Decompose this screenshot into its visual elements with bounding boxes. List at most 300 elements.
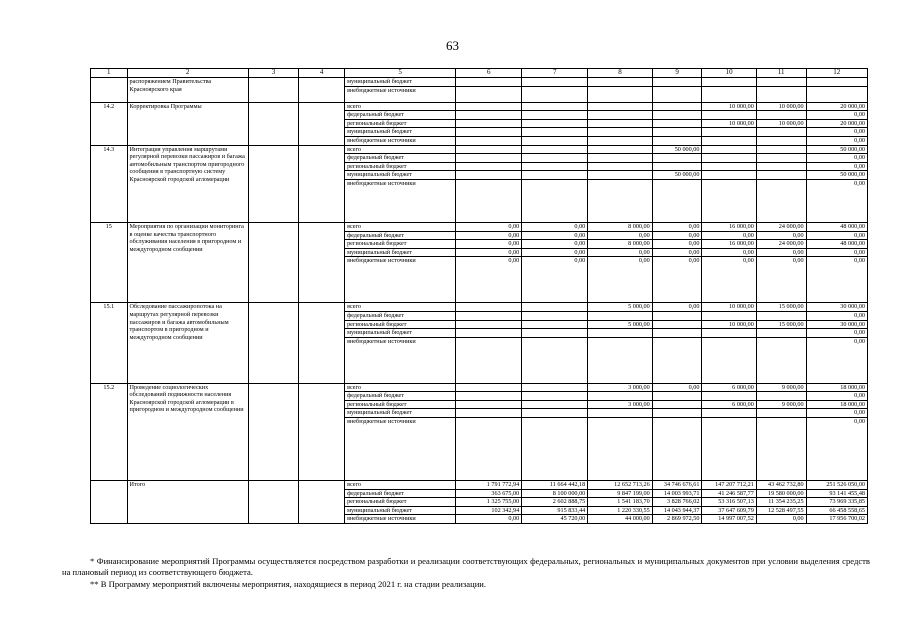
amount-cell: 1 220 330,55 [588, 506, 652, 515]
amount-cell: 14 997 007,52 [702, 515, 756, 524]
amount-cell: 30 000,00 [806, 303, 867, 312]
amount-cell: 1 325 755,00 [456, 498, 522, 507]
amount-cell [702, 392, 756, 401]
amount-cell: 41 246 587,77 [702, 489, 756, 498]
table-row [91, 303, 868, 312]
amount-cell: 5 000,00 [588, 320, 652, 329]
amount-cell: 3 828 766,02 [652, 498, 702, 507]
amount-cell: 0,00 [522, 248, 588, 257]
amount-cell: 8 000,00 [588, 222, 652, 231]
empty-cell [299, 303, 345, 383]
amount-cell: 3 000,00 [588, 400, 652, 409]
amount-cell [588, 78, 652, 87]
amount-cell [702, 154, 756, 163]
funding-source: муниципальный бюджет [345, 128, 456, 137]
amount-cell [702, 78, 756, 87]
amount-cell: 14 003 993,71 [652, 489, 702, 498]
amount-cell: 363 675,00 [456, 489, 522, 498]
funding-source: всего [345, 145, 456, 154]
amount-cell: 12 528 497,55 [756, 506, 806, 515]
table-row [91, 78, 868, 87]
amount-cell [652, 418, 702, 481]
amount-cell [756, 86, 806, 102]
amount-cell: 0,00 [652, 240, 702, 249]
column-header: 1 [91, 69, 128, 78]
amount-cell [522, 154, 588, 163]
amount-cell: 0,00 [588, 248, 652, 257]
amount-cell [652, 162, 702, 171]
amount-cell: 15 000,00 [756, 303, 806, 312]
funding-source: муниципальный бюджет [345, 78, 456, 87]
amount-cell [588, 162, 652, 171]
amount-cell [588, 102, 652, 111]
table-row [91, 102, 868, 111]
amount-cell: 44 000,00 [588, 515, 652, 524]
item-number: 14.3 [91, 145, 128, 222]
amount-cell [702, 409, 756, 418]
amount-cell: 73 969 335,85 [806, 498, 867, 507]
amount-cell [522, 392, 588, 401]
amount-cell [756, 128, 806, 137]
empty-cell [248, 145, 299, 222]
amount-cell [652, 119, 702, 128]
funding-source: федеральный бюджет [345, 311, 456, 320]
amount-cell [522, 179, 588, 222]
amount-cell [456, 162, 522, 171]
empty-cell [248, 78, 299, 103]
amount-cell: 10 000,00 [756, 119, 806, 128]
amount-cell: 6 000,00 [702, 400, 756, 409]
amount-cell [456, 383, 522, 392]
amount-cell: 10 000,00 [702, 320, 756, 329]
amount-cell: 0,00 [456, 248, 522, 257]
item-name: Итого [127, 481, 248, 524]
amount-cell [702, 145, 756, 154]
amount-cell: 0,00 [588, 231, 652, 240]
amount-cell: 53 316 507,13 [702, 498, 756, 507]
amount-cell: 10 000,00 [702, 119, 756, 128]
amount-cell: 0,00 [756, 257, 806, 303]
amount-cell [456, 303, 522, 312]
amount-cell: 0,00 [806, 179, 867, 222]
amount-cell: 0,00 [588, 257, 652, 303]
amount-cell [522, 119, 588, 128]
item-number: 15.1 [91, 303, 128, 383]
amount-cell: 2 602 888,75 [522, 498, 588, 507]
funding-source: всего [345, 102, 456, 111]
amount-cell: 12 652 713,26 [588, 481, 652, 490]
page-number: 63 [446, 38, 459, 53]
amount-cell: 147 207 712,21 [702, 481, 756, 490]
amount-cell: 1 541 183,70 [588, 498, 652, 507]
item-number [91, 481, 128, 524]
footnote-financing: * Финансирование мероприятий Программы осуществляется посредством разработки и реализации соответствующих федеральных, региональных и муниципальных документов при условии выделения средств на плановый период из соответствующего бюджета. [62, 556, 870, 577]
amount-cell [806, 78, 867, 87]
amount-cell [456, 392, 522, 401]
amount-cell [522, 86, 588, 102]
item-number: 15.2 [91, 383, 128, 480]
amount-cell [652, 392, 702, 401]
amount-cell [456, 311, 522, 320]
amount-cell: 0,00 [756, 515, 806, 524]
amount-cell [652, 179, 702, 222]
amount-cell [588, 128, 652, 137]
funding-source: всего [345, 222, 456, 231]
amount-cell: 48 000,00 [806, 222, 867, 231]
amount-cell [456, 337, 522, 383]
amount-cell [456, 320, 522, 329]
amount-cell: 48 000,00 [806, 240, 867, 249]
amount-cell: 37 647 609,79 [702, 506, 756, 515]
amount-cell [806, 86, 867, 102]
amount-cell: 18 000,00 [806, 383, 867, 392]
amount-cell: 0,00 [806, 162, 867, 171]
item-name: Интеграция управления маршрутами регулярной перевозки пассажиров и багажа автомобильным транспортом пригородного сообщения в транспортную систему Красноярской городской агломерации [127, 145, 248, 222]
amount-cell: 24 000,00 [756, 240, 806, 249]
empty-cell [248, 383, 299, 480]
funding-source: внебюджетные источники [345, 257, 456, 303]
amount-cell: 34 746 676,61 [652, 481, 702, 490]
amount-cell: 0,00 [806, 409, 867, 418]
item-number: 14.2 [91, 102, 128, 145]
amount-cell: 11 664 442,18 [522, 481, 588, 490]
amount-cell [702, 337, 756, 383]
amount-cell: 0,00 [652, 257, 702, 303]
funding-source: всего [345, 383, 456, 392]
amount-cell: 0,00 [806, 111, 867, 120]
amount-cell: 50 000,00 [806, 171, 867, 180]
amount-cell: 19 580 000,00 [756, 489, 806, 498]
funding-source: внебюджетные источники [345, 337, 456, 383]
amount-cell [522, 171, 588, 180]
empty-cell [299, 102, 345, 145]
amount-cell: 20 000,00 [806, 102, 867, 111]
amount-cell: 0,00 [652, 248, 702, 257]
amount-cell: 9 000,00 [756, 400, 806, 409]
amount-cell [756, 337, 806, 383]
column-header: 5 [345, 69, 456, 78]
column-header: 8 [588, 69, 652, 78]
amount-cell: 50 000,00 [806, 145, 867, 154]
amount-cell [702, 418, 756, 481]
empty-cell [299, 145, 345, 222]
column-header: 11 [756, 69, 806, 78]
amount-cell [756, 171, 806, 180]
amount-cell: 18 000,00 [806, 400, 867, 409]
funding-source: региональный бюджет [345, 400, 456, 409]
amount-cell [756, 392, 806, 401]
amount-cell [702, 171, 756, 180]
amount-cell [702, 329, 756, 338]
amount-cell: 0,00 [806, 248, 867, 257]
amount-cell [456, 400, 522, 409]
amount-cell: 9 847 199,00 [588, 489, 652, 498]
empty-cell [299, 383, 345, 480]
amount-cell: 0,00 [652, 222, 702, 231]
amount-cell [588, 154, 652, 163]
amount-cell [456, 329, 522, 338]
amount-cell [588, 418, 652, 481]
amount-cell: 0,00 [806, 418, 867, 481]
funding-source: внебюджетные источники [345, 179, 456, 222]
empty-cell [299, 481, 345, 524]
empty-cell [248, 303, 299, 383]
amount-cell [702, 311, 756, 320]
amount-cell [756, 418, 806, 481]
amount-cell: 0,00 [806, 154, 867, 163]
column-header: 3 [248, 69, 299, 78]
item-name: Корректировка Программы [127, 102, 248, 145]
amount-cell [652, 329, 702, 338]
column-header: 9 [652, 69, 702, 78]
amount-cell: 16 000,00 [702, 240, 756, 249]
funding-source: федеральный бюджет [345, 111, 456, 120]
amount-cell: 0,00 [522, 240, 588, 249]
funding-source: муниципальный бюджет [345, 171, 456, 180]
amount-cell [652, 400, 702, 409]
amount-cell [522, 128, 588, 137]
amount-cell [756, 145, 806, 154]
item-number: 15 [91, 222, 128, 302]
amount-cell: 0,00 [806, 337, 867, 383]
amount-cell [456, 145, 522, 154]
amount-cell: 0,00 [806, 329, 867, 338]
amount-cell: 8 100 000,00 [522, 489, 588, 498]
funding-source: федеральный бюджет [345, 231, 456, 240]
amount-cell: 0,00 [806, 231, 867, 240]
amount-cell [588, 311, 652, 320]
amount-cell [456, 111, 522, 120]
amount-cell: 11 354 235,25 [756, 498, 806, 507]
amount-cell [522, 320, 588, 329]
amount-cell: 10 000,00 [702, 102, 756, 111]
empty-cell [299, 78, 345, 103]
amount-cell [522, 145, 588, 154]
table-row [91, 481, 868, 490]
amount-cell [652, 86, 702, 102]
footnote-activities: ** В Программу мероприятий включены мероприятия, находящиеся в период 2021 г. на стадии реализации. [90, 579, 487, 589]
amount-cell [756, 78, 806, 87]
amount-cell: 93 141 455,48 [806, 489, 867, 498]
amount-cell: 45 720,00 [522, 515, 588, 524]
amount-cell: 915 833,44 [522, 506, 588, 515]
amount-cell [456, 136, 522, 145]
funding-source: региональный бюджет [345, 119, 456, 128]
amount-cell [522, 78, 588, 87]
amount-cell: 102 342,94 [456, 506, 522, 515]
amount-cell: 10 000,00 [702, 303, 756, 312]
table-row [91, 383, 868, 392]
funding-source: региональный бюджет [345, 162, 456, 171]
funding-source: муниципальный бюджет [345, 248, 456, 257]
amount-cell: 0,00 [702, 231, 756, 240]
amount-cell: 9 000,00 [756, 383, 806, 392]
table-header-row [91, 69, 868, 78]
amount-cell [588, 136, 652, 145]
amount-cell: 0,00 [806, 392, 867, 401]
amount-cell: 0,00 [806, 128, 867, 137]
amount-cell: 0,00 [652, 383, 702, 392]
amount-cell [652, 409, 702, 418]
amount-cell [702, 128, 756, 137]
table-row [91, 145, 868, 154]
amount-cell [756, 162, 806, 171]
funding-source: всего [345, 481, 456, 490]
amount-cell: 0,00 [806, 257, 867, 303]
amount-cell [702, 179, 756, 222]
amount-cell: 3 000,00 [588, 383, 652, 392]
amount-cell [588, 119, 652, 128]
column-header: 6 [456, 69, 522, 78]
funding-source: федеральный бюджет [345, 489, 456, 498]
amount-cell [522, 111, 588, 120]
amount-cell [588, 409, 652, 418]
amount-cell [588, 329, 652, 338]
funding-source: всего [345, 303, 456, 312]
item-name: распоряжением Правительства Красноярского края [127, 78, 248, 103]
amount-cell: 50 000,00 [652, 145, 702, 154]
amount-cell [702, 162, 756, 171]
amount-cell: 0,00 [456, 515, 522, 524]
budget-table [90, 68, 868, 524]
amount-cell [588, 392, 652, 401]
amount-cell [522, 303, 588, 312]
funding-source: внебюджетные источники [345, 418, 456, 481]
table-body [91, 78, 868, 524]
amount-cell: 0,00 [456, 257, 522, 303]
empty-cell [248, 481, 299, 524]
amount-cell [588, 111, 652, 120]
amount-cell: 0,00 [522, 231, 588, 240]
empty-cell [248, 102, 299, 145]
amount-cell [756, 329, 806, 338]
amount-cell: 0,00 [456, 240, 522, 249]
table-row [91, 222, 868, 231]
amount-cell [456, 418, 522, 481]
amount-cell: 24 000,00 [756, 222, 806, 231]
item-name: Проведение социологических обследований подвижности населения Красноярской городской агломерации в пригородном и междугородном сообщении [127, 383, 248, 480]
amount-cell: 0,00 [702, 248, 756, 257]
amount-cell: 10 000,00 [756, 102, 806, 111]
column-header: 12 [806, 69, 867, 78]
amount-cell: 1 791 772,94 [456, 481, 522, 490]
amount-cell: 0,00 [652, 303, 702, 312]
amount-cell [522, 400, 588, 409]
amount-cell [522, 329, 588, 338]
funding-source: внебюджетные источники [345, 136, 456, 145]
funding-source: муниципальный бюджет [345, 506, 456, 515]
amount-cell [652, 154, 702, 163]
amount-cell: 0,00 [806, 136, 867, 145]
amount-cell [522, 311, 588, 320]
amount-cell: 43 462 732,80 [756, 481, 806, 490]
funding-source: региональный бюджет [345, 240, 456, 249]
amount-cell: 17 956 700,02 [806, 515, 867, 524]
amount-cell [522, 409, 588, 418]
item-name: Обследование пассажиропотока на маршрутах регулярной перевозки пассажиров и багажа автомобильным транспортом в пригородном и междугородном сообщении [127, 303, 248, 383]
amount-cell [702, 86, 756, 102]
amount-cell [756, 311, 806, 320]
amount-cell [456, 78, 522, 87]
amount-cell [652, 320, 702, 329]
column-header: 10 [702, 69, 756, 78]
column-header: 4 [299, 69, 345, 78]
funding-source: региональный бюджет [345, 320, 456, 329]
amount-cell: 8 000,00 [588, 240, 652, 249]
amount-cell [456, 102, 522, 111]
funding-source: муниципальный бюджет [345, 329, 456, 338]
funding-source: внебюджетные источники [345, 515, 456, 524]
amount-cell [652, 128, 702, 137]
amount-cell [456, 86, 522, 102]
amount-cell: 0,00 [522, 257, 588, 303]
amount-cell [652, 102, 702, 111]
amount-cell [756, 154, 806, 163]
amount-cell: 0,00 [806, 311, 867, 320]
amount-cell [522, 337, 588, 383]
amount-cell [456, 128, 522, 137]
funding-source: муниципальный бюджет [345, 409, 456, 418]
amount-cell [652, 311, 702, 320]
amount-cell [522, 383, 588, 392]
amount-cell: 30 000,00 [806, 320, 867, 329]
amount-cell [652, 337, 702, 383]
amount-cell [702, 111, 756, 120]
amount-cell [652, 136, 702, 145]
funding-source: региональный бюджет [345, 498, 456, 507]
amount-cell [702, 136, 756, 145]
amount-cell [522, 102, 588, 111]
amount-cell: 0,00 [522, 222, 588, 231]
amount-cell [522, 418, 588, 481]
amount-cell: 0,00 [756, 248, 806, 257]
amount-cell [456, 119, 522, 128]
funding-source: внебюджетные источники [345, 86, 456, 102]
amount-cell: 2 869 972,50 [652, 515, 702, 524]
amount-cell: 16 000,00 [702, 222, 756, 231]
amount-cell [588, 179, 652, 222]
amount-cell: 0,00 [456, 222, 522, 231]
funding-source: федеральный бюджет [345, 154, 456, 163]
amount-cell: 0,00 [702, 257, 756, 303]
item-name: Мероприятия по организации мониторинга в оценке качества транспортного обслуживания населения в пригородном и междугородном сообщении [127, 222, 248, 302]
amount-cell [756, 111, 806, 120]
column-header: 2 [127, 69, 248, 78]
amount-cell [756, 136, 806, 145]
amount-cell: 0,00 [756, 231, 806, 240]
amount-cell [456, 179, 522, 222]
amount-cell [588, 145, 652, 154]
amount-cell: 15 000,00 [756, 320, 806, 329]
amount-cell: 0,00 [652, 231, 702, 240]
funding-source: федеральный бюджет [345, 392, 456, 401]
column-header: 7 [522, 69, 588, 78]
amount-cell: 5 000,00 [588, 303, 652, 312]
amount-cell: 14 043 944,37 [652, 506, 702, 515]
amount-cell [456, 154, 522, 163]
amount-cell [588, 171, 652, 180]
amount-cell [756, 179, 806, 222]
amount-cell: 6 000,00 [702, 383, 756, 392]
amount-cell [588, 86, 652, 102]
amount-cell [522, 136, 588, 145]
amount-cell: 50 000,00 [652, 171, 702, 180]
amount-cell [652, 78, 702, 87]
empty-cell [248, 222, 299, 302]
amount-cell: 0,00 [456, 231, 522, 240]
amount-cell: 251 526 050,00 [806, 481, 867, 490]
amount-cell: 66 458 558,65 [806, 506, 867, 515]
